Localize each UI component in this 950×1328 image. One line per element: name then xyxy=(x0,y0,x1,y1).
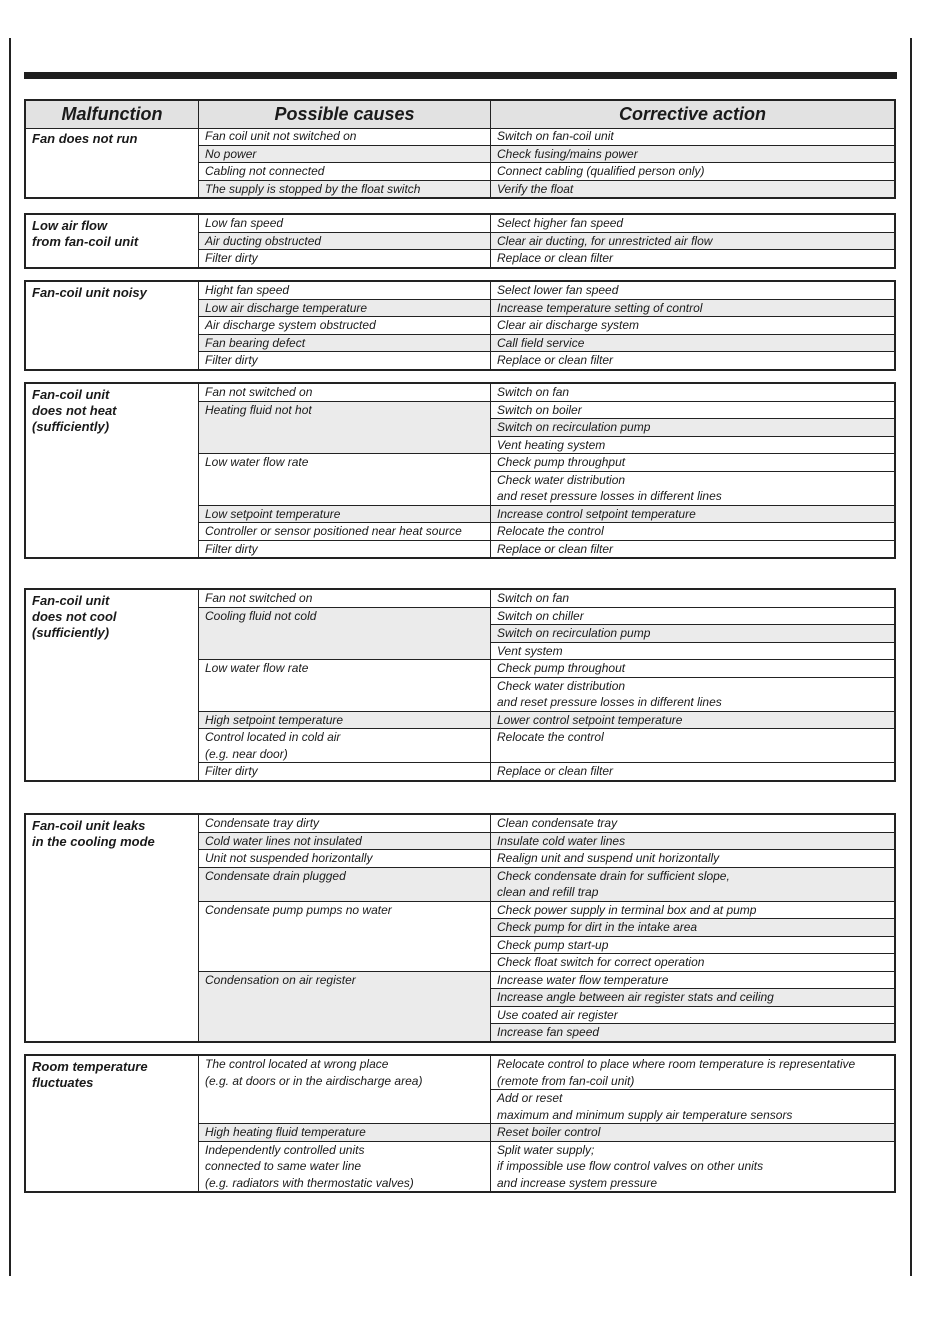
table-row xyxy=(199,299,894,317)
action-cell: Increase fan speed xyxy=(491,1023,894,1041)
table-row xyxy=(199,971,894,1041)
table-row xyxy=(199,867,894,901)
malfunction-block xyxy=(24,813,896,1043)
action-cell: Vent heating system xyxy=(491,436,894,454)
table-header xyxy=(24,99,896,129)
table-row xyxy=(199,351,894,369)
action-cell: Check water distribution and reset pressure losses in different lines xyxy=(491,677,894,711)
table-row xyxy=(199,145,894,163)
action-cell: Check pump for dirt in the intake area xyxy=(491,918,894,936)
malfunction-label: Fan does not run xyxy=(32,131,138,146)
malfunction-label: Fan-coil unit noisy xyxy=(32,285,147,300)
table-row xyxy=(199,505,894,523)
action-cell: Switch on chiller xyxy=(497,608,584,623)
left-margin-line xyxy=(9,38,11,1276)
table-row xyxy=(199,232,894,250)
cause-cell: Filter dirty xyxy=(199,352,491,369)
table-row xyxy=(199,540,894,558)
cause-cell: Fan coil unit not switched on xyxy=(199,128,491,145)
cause-cell: Independently controlled units connected to same water line (e.g. radiators with thermostatic valves) xyxy=(199,1142,491,1192)
cause-cell: Hight fan speed xyxy=(199,282,491,299)
action-cell: Switch on fan xyxy=(497,385,570,399)
action-cell: Lower control setpoint temperature xyxy=(491,712,894,729)
cause-cell: Filter dirty xyxy=(199,250,491,267)
table-row xyxy=(199,901,894,971)
cause-cell: Unit not suspended horizontally xyxy=(199,850,491,867)
action-cell: Clear air ducting, for unrestricted air flow xyxy=(491,233,894,250)
malfunction-cell xyxy=(26,815,199,1041)
table-row xyxy=(199,384,894,401)
action-cell: Switch on fan xyxy=(497,591,570,605)
cause-cell: Heating fluid not hot xyxy=(199,402,491,454)
malfunction-cell xyxy=(26,282,199,369)
table-row xyxy=(199,282,894,299)
header-malfunction: Malfunction xyxy=(26,101,199,128)
malfunction-cell xyxy=(26,590,199,780)
malfunction-cell xyxy=(26,215,199,267)
cause-cell: Cooling fluid not cold xyxy=(199,608,491,660)
action-cell: Vent system xyxy=(491,642,894,660)
action-cell: Replace or clean filter xyxy=(497,541,614,556)
action-cell: Replace or clean filter xyxy=(497,353,614,367)
cause-cell: Control located in cold air (e.g. near door) xyxy=(199,729,491,762)
action-cell: Increase angle between air register stats and ceiling xyxy=(491,988,894,1006)
right-margin-line xyxy=(910,38,912,1276)
table-row xyxy=(199,180,894,198)
cause-cell: Low water flow rate xyxy=(199,660,491,711)
table-row xyxy=(199,453,894,505)
cause-cell: Low water flow rate xyxy=(199,454,491,505)
action-cell: Switch on recirculation pump xyxy=(491,624,894,642)
malfunction-label: Fan-coil unit leaks in the cooling mode xyxy=(32,818,155,849)
action-cell: Check fusing/mains power xyxy=(491,146,894,163)
cause-cell: High heating fluid temperature xyxy=(199,1124,491,1141)
action-cell: Verify the float xyxy=(491,181,894,198)
table-row xyxy=(199,162,894,180)
cause-cell: Fan not switched on xyxy=(199,384,491,401)
action-cell: Call field service xyxy=(491,335,894,352)
malfunction-block xyxy=(24,1054,896,1193)
cause-cell: Condensate tray dirty xyxy=(199,815,491,832)
action-cell: Check water distribution and reset pressure losses in different lines xyxy=(491,471,894,505)
cause-cell: Fan not switched on xyxy=(199,590,491,607)
table-row xyxy=(199,659,894,711)
action-cell: Relocate control to place where room temperature is representative (remote from fan-coil unit) xyxy=(497,1057,856,1088)
action-cell: Select higher fan speed xyxy=(497,216,624,230)
action-cell: Check power supply in terminal box and at pump xyxy=(497,902,757,917)
table-row xyxy=(199,128,894,145)
action-cell: Switch on recirculation pump xyxy=(491,418,894,436)
table-row xyxy=(199,215,894,232)
malfunction-block xyxy=(24,128,896,199)
action-cell: Increase water flow temperature xyxy=(497,972,669,987)
action-cell: Realign unit and suspend unit horizontally xyxy=(497,851,720,865)
action-cell: Connect cabling (qualified person only) xyxy=(497,164,705,178)
malfunction-block xyxy=(24,588,896,782)
cause-cell: Cabling not connected xyxy=(199,163,491,180)
malfunction-block xyxy=(24,382,896,559)
table-row xyxy=(199,607,894,660)
cause-cell: The control located at wrong place (e.g. at doors or in the airdischarge area) xyxy=(199,1056,491,1123)
action-cell: Check float switch for correct operation xyxy=(491,953,894,971)
action-cell: Insulate cold water lines xyxy=(491,833,894,850)
table-row xyxy=(199,522,894,540)
action-cell: Check condensate drain for sufficient slope, clean and refill trap xyxy=(491,868,894,901)
table-row xyxy=(199,1123,894,1141)
table-row xyxy=(199,815,894,832)
malfunction-cell xyxy=(26,384,199,557)
table-row xyxy=(199,401,894,454)
malfunction-label: Fan-coil unit does not cool (sufficiently) xyxy=(32,593,117,640)
table-row xyxy=(199,728,894,762)
cause-cell: Fan bearing defect xyxy=(199,335,491,352)
action-cell: Switch on fan-coil unit xyxy=(497,129,614,143)
action-cell: Split water supply; if impossible use flow control valves on other units and increase system pressure xyxy=(497,1142,764,1190)
cause-cell: Cold water lines not insulated xyxy=(199,833,491,850)
malfunction-cell xyxy=(26,128,199,197)
action-cell: Replace or clean filter xyxy=(497,764,614,778)
cause-cell: The supply is stopped by the float switch xyxy=(199,181,491,198)
action-cell: Replace or clean filter xyxy=(497,251,614,265)
action-cell: Clean condensate tray xyxy=(497,816,618,830)
table-row xyxy=(199,590,894,607)
cause-cell: Condensation on air register xyxy=(199,972,491,1041)
action-cell: Increase control setpoint temperature xyxy=(491,506,894,523)
cause-cell: Filter dirty xyxy=(199,541,491,558)
cause-cell: Air ducting obstructed xyxy=(199,233,491,250)
action-cell: Check pump throughput xyxy=(497,455,626,469)
action-cell: Relocate the control xyxy=(497,524,604,538)
cause-cell: Low fan speed xyxy=(199,215,491,232)
cause-cell: High setpoint temperature xyxy=(199,712,491,729)
header-possible-causes: Possible causes xyxy=(199,101,491,128)
malfunction-label: Room temperature fluctuates xyxy=(32,1059,148,1090)
header-corrective-action: Corrective action xyxy=(618,104,767,124)
malfunction-block xyxy=(24,213,896,269)
action-cell: Reset boiler control xyxy=(491,1124,894,1141)
action-cell: Select lower fan speed xyxy=(497,283,619,297)
table-row xyxy=(199,1056,894,1123)
action-cell: Switch on boiler xyxy=(497,402,582,417)
cause-cell: No power xyxy=(199,146,491,163)
table-row xyxy=(199,249,894,267)
table-row xyxy=(199,334,894,352)
table-row xyxy=(199,316,894,334)
table-row xyxy=(199,1141,894,1192)
table-row xyxy=(199,832,894,850)
action-cell: Increase temperature setting of control xyxy=(491,300,894,317)
top-rule xyxy=(24,72,897,79)
action-cell: Clear air discharge system xyxy=(497,318,640,332)
table-row xyxy=(199,711,894,729)
table-row xyxy=(199,849,894,867)
cause-cell: Filter dirty xyxy=(199,763,491,780)
cause-cell: Low air discharge temperature xyxy=(199,300,491,317)
action-cell: Relocate the control xyxy=(497,730,604,744)
action-cell: Add or reset maximum and minimum supply air temperature sensors xyxy=(491,1089,894,1123)
malfunction-label: Fan-coil unit does not heat (sufficiently) xyxy=(32,387,117,434)
action-cell: Use coated air register xyxy=(491,1006,894,1024)
action-cell: Check pump start-up xyxy=(491,936,894,954)
cause-cell: Air discharge system obstructed xyxy=(199,317,491,334)
malfunction-label: Low air flow from fan-coil unit xyxy=(32,218,139,249)
malfunction-cell xyxy=(26,1056,199,1191)
cause-cell: Low setpoint temperature xyxy=(199,506,491,523)
cause-cell: Condensate pump pumps no water xyxy=(199,902,491,971)
action-cell: Check pump throughout xyxy=(497,661,626,675)
malfunction-block xyxy=(24,280,896,371)
cause-cell: Condensate drain plugged xyxy=(199,868,491,901)
cause-cell: Controller or sensor positioned near heat source xyxy=(199,523,491,540)
table-row xyxy=(199,762,894,780)
